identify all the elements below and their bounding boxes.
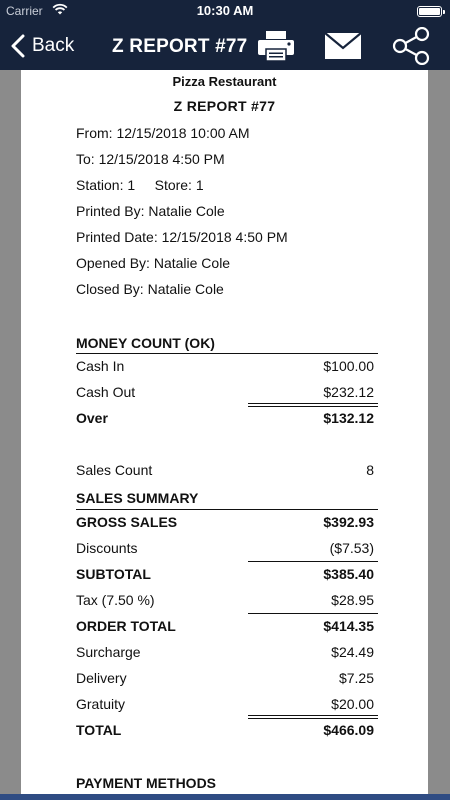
info-from: From: 12/15/2018 10:00 AM xyxy=(76,125,250,141)
status-bar xyxy=(0,0,450,22)
total-label: TOTAL xyxy=(76,722,122,738)
page-title: Z REPORT #77 xyxy=(112,36,248,57)
subtotal-label: SUBTOTAL xyxy=(76,566,151,582)
cash-in-label: Cash In xyxy=(76,358,125,374)
surcharge-label: Surcharge xyxy=(76,644,141,660)
over-row xyxy=(76,407,374,433)
subtotal-row xyxy=(76,563,374,589)
gross-sales-label: GROSS SALES xyxy=(76,514,178,530)
gross-sales-row xyxy=(76,511,374,537)
gratuity-value: $20.00 xyxy=(331,696,374,712)
info-printed-date: Printed Date: 12/15/2018 4:50 PM xyxy=(76,229,288,245)
back-label: Back xyxy=(32,35,75,56)
share-button[interactable] xyxy=(390,26,432,66)
order-total-row xyxy=(76,615,374,641)
discounts-value: ($7.53) xyxy=(329,540,374,556)
cash-in-value: $100.00 xyxy=(323,358,374,374)
discounts-label: Discounts xyxy=(76,540,138,556)
tax-label: Tax (7.50 %) xyxy=(76,592,155,608)
over-label: Over xyxy=(76,410,108,426)
surcharge-row xyxy=(76,641,374,667)
print-button[interactable] xyxy=(256,26,296,66)
section-divider xyxy=(76,353,378,354)
gratuity-label: Gratuity xyxy=(76,696,126,712)
info-station-store: Station: 1 Store: 1 xyxy=(76,177,204,193)
money-count-header: MONEY COUNT (OK) xyxy=(76,335,215,351)
receipt-viewer[interactable] xyxy=(0,70,450,794)
carrier-label: Carrier xyxy=(6,4,43,18)
printer-icon xyxy=(257,30,295,62)
sales-summary-header: SALES SUMMARY xyxy=(76,490,199,506)
cash-out-label: Cash Out xyxy=(76,384,136,400)
report-title: Z REPORT #77 xyxy=(173,98,276,114)
order-total-label: ORDER TOTAL xyxy=(76,618,176,634)
receipt-paper xyxy=(21,70,428,794)
subtotal-value: $385.40 xyxy=(323,566,374,582)
info-opened-by: Opened By: Natalie Cole xyxy=(76,255,231,271)
cash-in-row xyxy=(76,355,374,381)
restaurant-name: Pizza Restaurant xyxy=(172,74,277,89)
email-button[interactable] xyxy=(323,26,363,66)
surcharge-value: $24.49 xyxy=(331,644,374,660)
order-total-rule xyxy=(248,613,378,614)
status-time: 10:30 AM xyxy=(196,3,254,18)
tax-row xyxy=(76,589,374,615)
total-row xyxy=(76,719,374,745)
section-divider xyxy=(76,509,378,510)
back-button[interactable] xyxy=(10,30,74,62)
info-to: To: 12/15/2018 4:50 PM xyxy=(76,151,225,167)
total-value: $466.09 xyxy=(323,722,374,738)
delivery-label: Delivery xyxy=(76,670,127,686)
cash-out-value: $232.12 xyxy=(323,384,374,400)
chevron-left-icon xyxy=(10,34,26,58)
battery-icon xyxy=(417,6,442,17)
share-icon xyxy=(391,27,431,65)
info-printed-by: Printed By: Natalie Cole xyxy=(76,203,225,219)
sales-count-row xyxy=(76,459,374,485)
order-total-value: $414.35 xyxy=(323,618,374,634)
sales-count-value: 8 xyxy=(366,462,374,478)
subtotal-rule xyxy=(248,561,378,562)
delivery-row xyxy=(76,667,374,693)
over-value: $132.12 xyxy=(323,410,374,426)
gross-sales-value: $392.93 xyxy=(323,514,374,530)
delivery-value: $7.25 xyxy=(338,670,374,686)
navigation-bar xyxy=(0,0,450,70)
envelope-icon xyxy=(324,32,362,60)
sales-count-label: Sales Count xyxy=(76,462,153,478)
info-closed-by: Closed By: Natalie Cole xyxy=(76,281,224,297)
discounts-row xyxy=(76,537,374,563)
bottom-toolbar xyxy=(0,794,450,800)
tax-value: $28.95 xyxy=(331,592,374,608)
payment-methods-header: PAYMENT METHODS xyxy=(76,775,217,791)
